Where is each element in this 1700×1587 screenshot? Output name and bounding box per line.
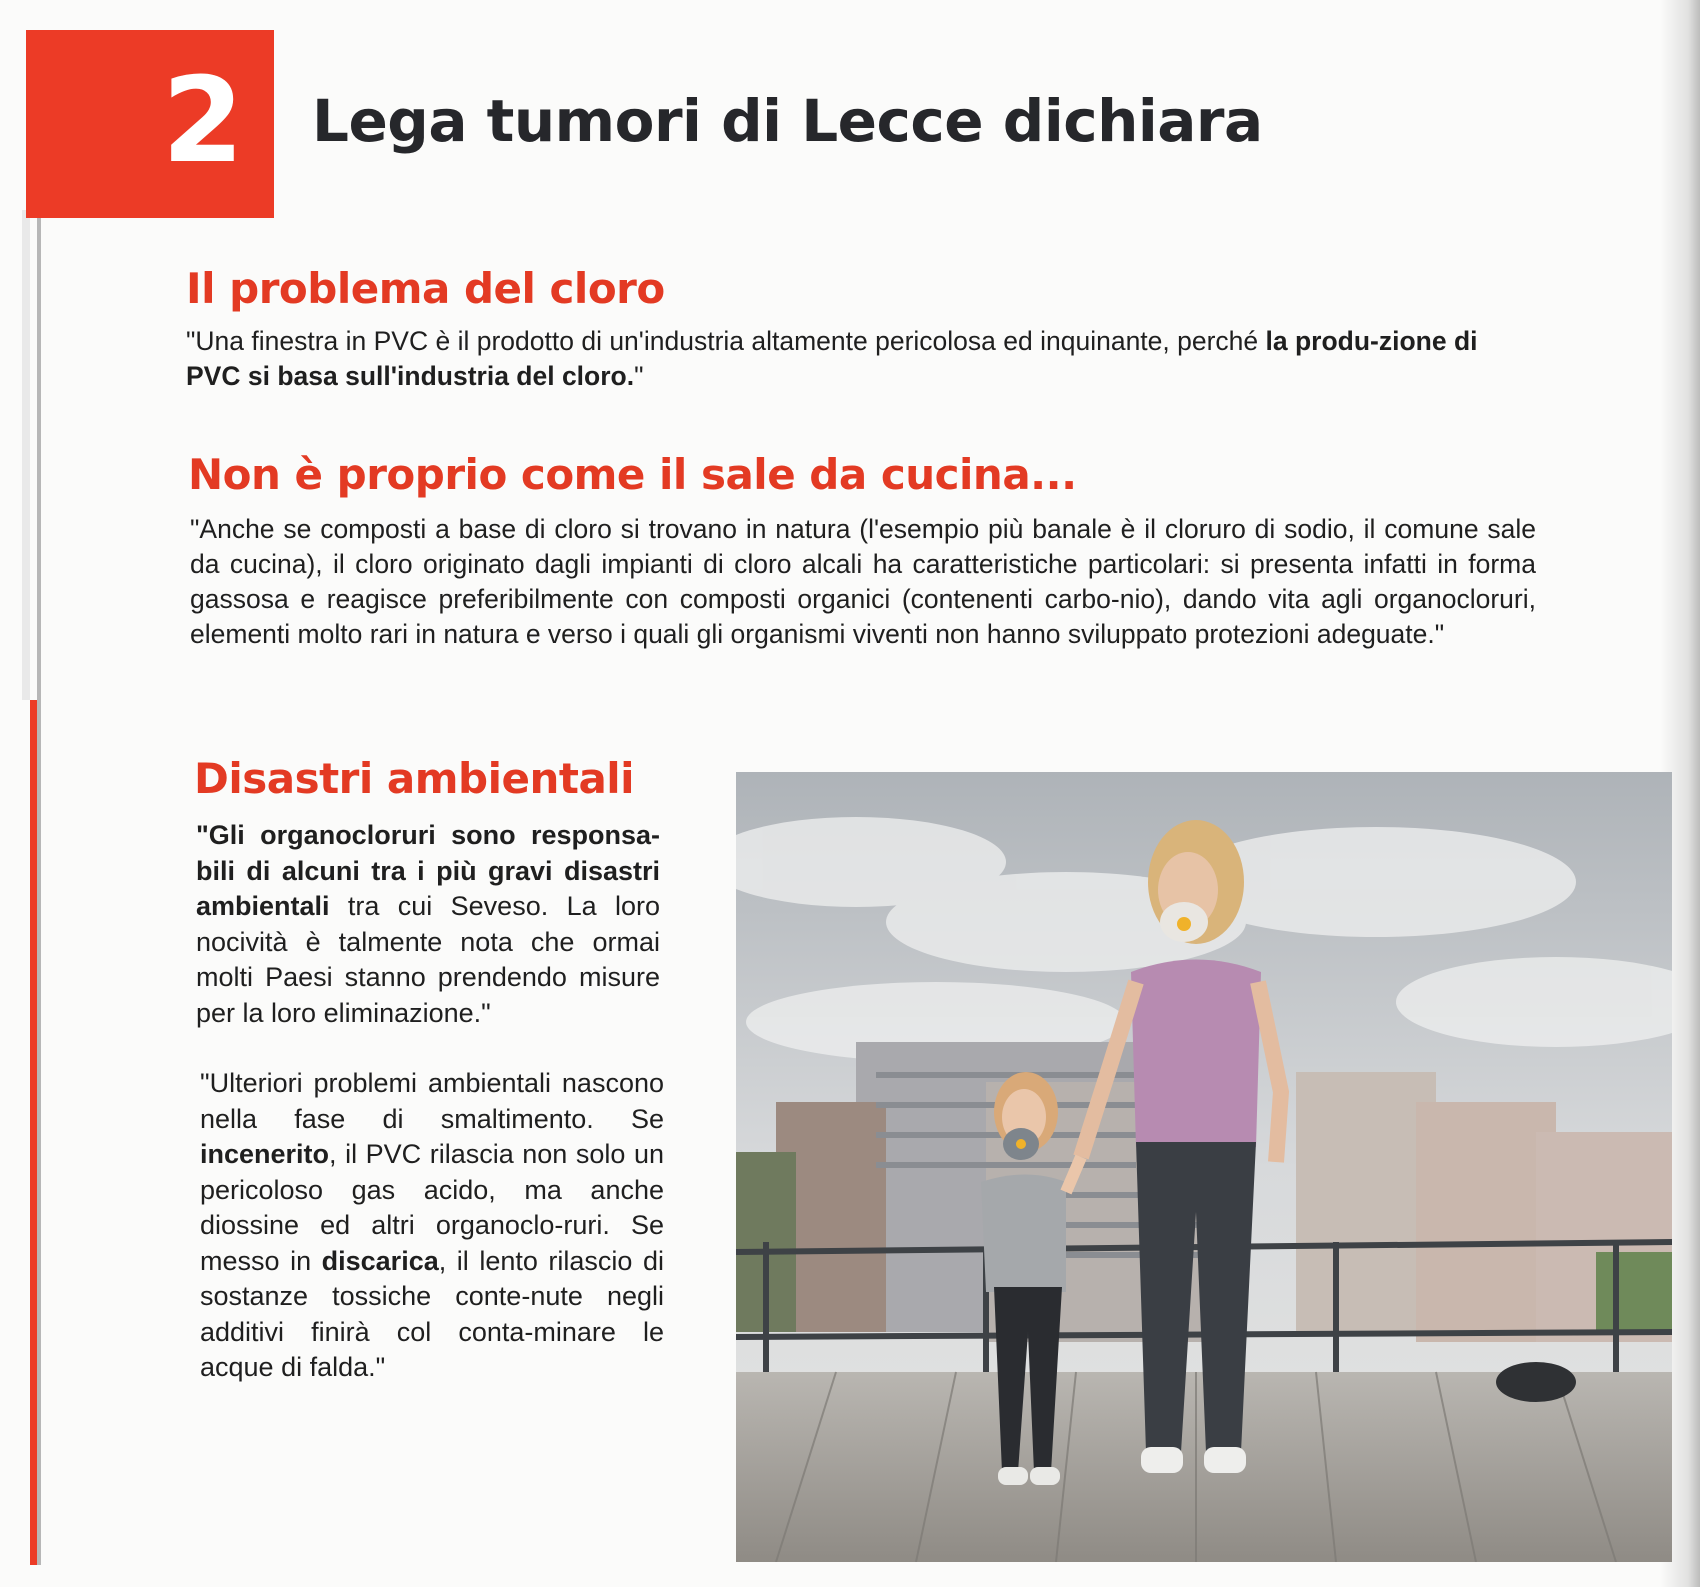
bold-segment: "Gli organocloruri sono responsa-bili di alcuni tra i più gravi disastri ambientali	[196, 820, 660, 921]
binding-edge	[37, 210, 41, 1565]
photo-illustration	[736, 772, 1672, 1562]
text-segment: , il PVC rilascia non solo un pericoloso gas acido, ma anche diossine ed altri organoclo-ruri. Se messo in	[200, 1139, 664, 1276]
red-side-bar	[30, 700, 37, 1565]
photo-mother-child-masks	[736, 772, 1672, 1562]
bold-segment: incenerito	[200, 1139, 330, 1169]
text-segment: , il lento rilascio di sostanze tossiche conte-nute negli additivi finirà col conta-minare le acque di falda."	[200, 1245, 664, 1382]
section-number: 2	[161, 51, 244, 189]
text-segment: "	[634, 361, 644, 391]
paragraph-disposal	[200, 1066, 664, 1386]
page-title: Lega tumori di Lecce dichiara	[312, 87, 1263, 155]
paragraph-organochlorides	[196, 818, 660, 1031]
text-segment: "Ulteriori problemi ambientali nascono nella fase di smaltimento. Se	[200, 1068, 664, 1134]
paragraph-kitchen-salt: "Anche se composti a base di cloro si trovano in natura (l'esempio più banale è il cloruro di sodio, il comune sale da cucina), il cloro originato dagli impianti di cloro alcali ha caratteristiche particolari: si presenta infatti in forma gassosa e reagisce preferibilmente con composti organici (contenenti carbo-nio), dando vita agli organocloruri, elementi molto rari in natura e verso i quali gli organismi viventi non hanno sviluppato protezioni adeguate."	[190, 514, 1536, 649]
left-margin-strip	[22, 210, 30, 700]
text-segment: "Una finestra in PVC è il prodotto di un'industria altamente pericolosa ed inquinante, perché	[186, 326, 1266, 356]
bold-segment: la produ-zione di PVC si basa sull'industria del cloro.	[186, 326, 1478, 391]
heading-environmental-disasters: Disastri ambientali	[194, 754, 635, 803]
heading-chlorine-problem: Il problema del cloro	[186, 264, 665, 313]
bollard	[1496, 1362, 1576, 1402]
heading-kitchen-salt: Non è proprio come il sale da cucina...	[188, 450, 1077, 499]
section-number-box	[26, 30, 274, 218]
text-segment: tra cui Seveso. La loro nocività è talmente nota che ormai molti Paesi stanno prendendo misure per la loro eliminazione."	[196, 891, 660, 1028]
bold-segment: discarica	[321, 1245, 439, 1276]
paragraph-chlorine-problem	[186, 324, 1532, 394]
